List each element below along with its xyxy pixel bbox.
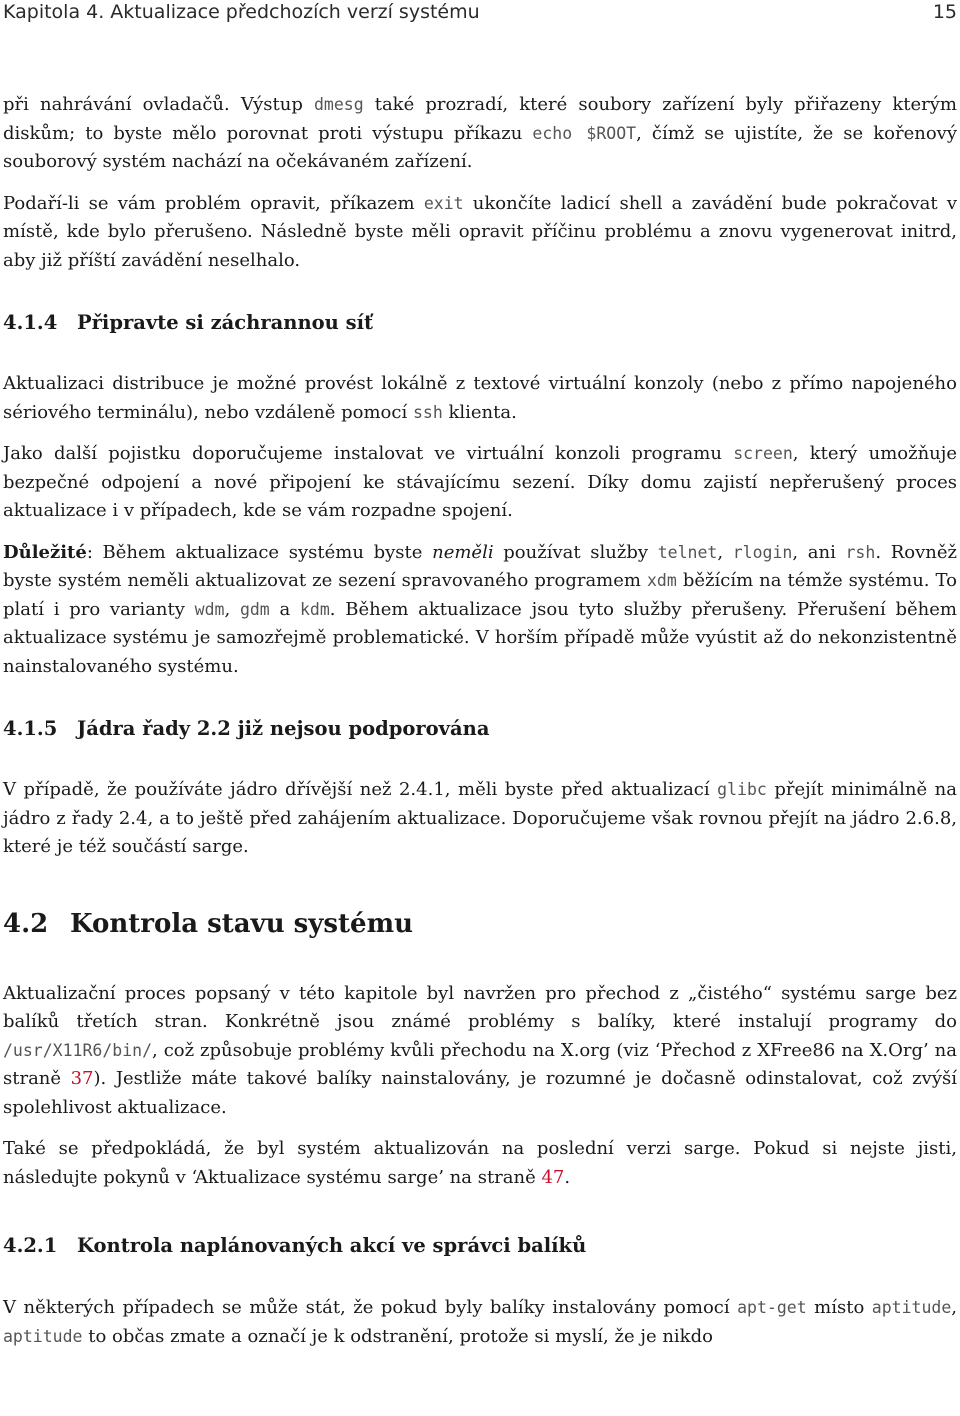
section-title: Připravte si záchrannou síť xyxy=(77,311,373,334)
inline-code: gdm xyxy=(239,599,270,619)
inline-code: rlogin xyxy=(732,542,793,562)
page-number: 15 xyxy=(932,1,957,23)
inline-code: wdm xyxy=(194,599,225,619)
paragraph: Podaří-li se vám problém opravit, příkazem exit ukončíte ladicí shell a zavádění bude pokračovat v místě, kde bylo přerušeno. Následně byste měli opravit příčinu problému a znovu vygenerovat initrd, aby již příští zavádění neselhalo. xyxy=(3,192,958,271)
paragraph: V případě, že používáte jádro dřívější než 2.4.1, měli byste před aktualizací glibc přejít minimálně na jádro z řady 2.4, a to ještě před zahájením aktualizace. Doporučujeme však rovnou přejít na jádro 2.6.8, které je též součástí sarge. xyxy=(3,779,957,857)
section-title: Jádra řady 2.2 již nejsou podporována xyxy=(77,717,490,740)
inline-code: apt-get xyxy=(737,1298,807,1317)
inline-code: rsh xyxy=(845,542,876,562)
paragraph: Aktualizační proces popsaný v této kapitole byl navržen pro přechod z „čistého“ systému sarge bez balíků třetích stran. Konkrétně jsou známé problémy s balíky, které instalují programy do /usr/X11R6/bin/, což způsobuje problémy kvůli přechodu na X.org (viz ‘Přechod z XFree86 na X.Org’ na straně 37). Jestliže máte takové balíky nainstalovány, je rozumné je dočasně odinstalovat, což zvýší spolehlivost aktualizace. xyxy=(3,982,957,1118)
section-title: Kontrola naplánovaných akcí ve správci balíků xyxy=(77,1234,587,1257)
paragraph: Jako další pojistku doporučujeme instalovat ve virtuální konzoli programu screen, který umožňuje bezpečné odpojení a nové připojení ke stávajícímu sezení. Díky domu zajistí nepřerušený proces aktualizace i v případech, kde se vám rozpadne spojení. xyxy=(3,443,957,521)
inline-code: echo $ROOT xyxy=(532,123,637,143)
paragraph: Aktualizaci distribuce je možné provést lokálně z textové virtuální konzoly (nebo z přímo napojeného sériového terminálu), nebo vzdáleně pomocí ssh klienta. xyxy=(3,373,957,423)
paragraph: V některých případech se může stát, že pokud byly balíky instalovány pomocí apt-get místo aptitude, aptitude to občas zmate a označí je k odstranění, protože si myslí, že je nikdo xyxy=(3,1297,957,1347)
page-reference-link[interactable]: 47 xyxy=(541,1166,565,1188)
paragraph: při nahrávání ovladačů. Výstup dmesg také prozradí, které soubory zařízení byly přiřazeny kterým diskům; to byste mělo porovnat proti výstupu příkazu echo $ROOT, čímž se ujistíte, že se kořenový souborový systém nachází na očekávaném zařízení. xyxy=(3,94,958,172)
inline-code: dmesg xyxy=(313,95,364,114)
inline-code: ssh xyxy=(412,402,443,422)
section-heading-4-2-1 xyxy=(3,1232,957,1260)
inline-code: kdm xyxy=(299,599,330,619)
section-heading-4-1-5 xyxy=(3,715,957,743)
inline-code: screen xyxy=(733,444,793,463)
important-note-paragraph: Důležité: Během aktualizace systému byste neměli používat služby telnet, rlogin, ani rsh. Rovněž byste systém neměli aktualizovat ze sezení spravovaného programem xdm běžícím na témže systému. To platí i pro varianty wdm, gdm a kdm. Během aktualizace jsou tyto služby přerušeny. Přerušení během aktualizace systému je samozřejmě problematické. V horším případě může vyústit až do nekonzistentně nainstalovaného systému. xyxy=(3,541,957,677)
section-number: 4.1.5 xyxy=(3,717,58,740)
paragraph: Také se předpokládá, že byl systém aktualizován na poslední verzi sarge. Pokud si nejste jisti, následujte pokynů v ‘Aktualizace systému sarge’ na straně 47. xyxy=(3,1138,957,1188)
section-heading-4-2 xyxy=(3,907,957,941)
inline-code: glibc xyxy=(717,780,767,799)
section-number: 4.1.4 xyxy=(3,311,58,334)
running-header xyxy=(3,0,957,26)
section-title: Kontrola stavu systému xyxy=(70,908,414,939)
chapter-title: Kapitola 4. Aktualizace předchozích verzí systému xyxy=(3,1,480,23)
inline-code: xdm xyxy=(647,571,677,590)
important-label: Důležité xyxy=(3,541,87,563)
inline-code: /usr/X11R6/bin/ xyxy=(3,1040,153,1060)
inline-code: exit xyxy=(423,193,464,213)
inline-code: aptitude xyxy=(871,1298,952,1317)
section-number: 4.2.1 xyxy=(3,1234,58,1257)
page-reference-link[interactable]: 37 xyxy=(70,1068,94,1089)
inline-code: telnet xyxy=(657,542,718,562)
page-body xyxy=(3,91,957,1351)
inline-code: aptitude xyxy=(3,1326,83,1346)
section-number: 4.2 xyxy=(3,908,49,939)
section-heading-4-1-4 xyxy=(3,309,957,337)
